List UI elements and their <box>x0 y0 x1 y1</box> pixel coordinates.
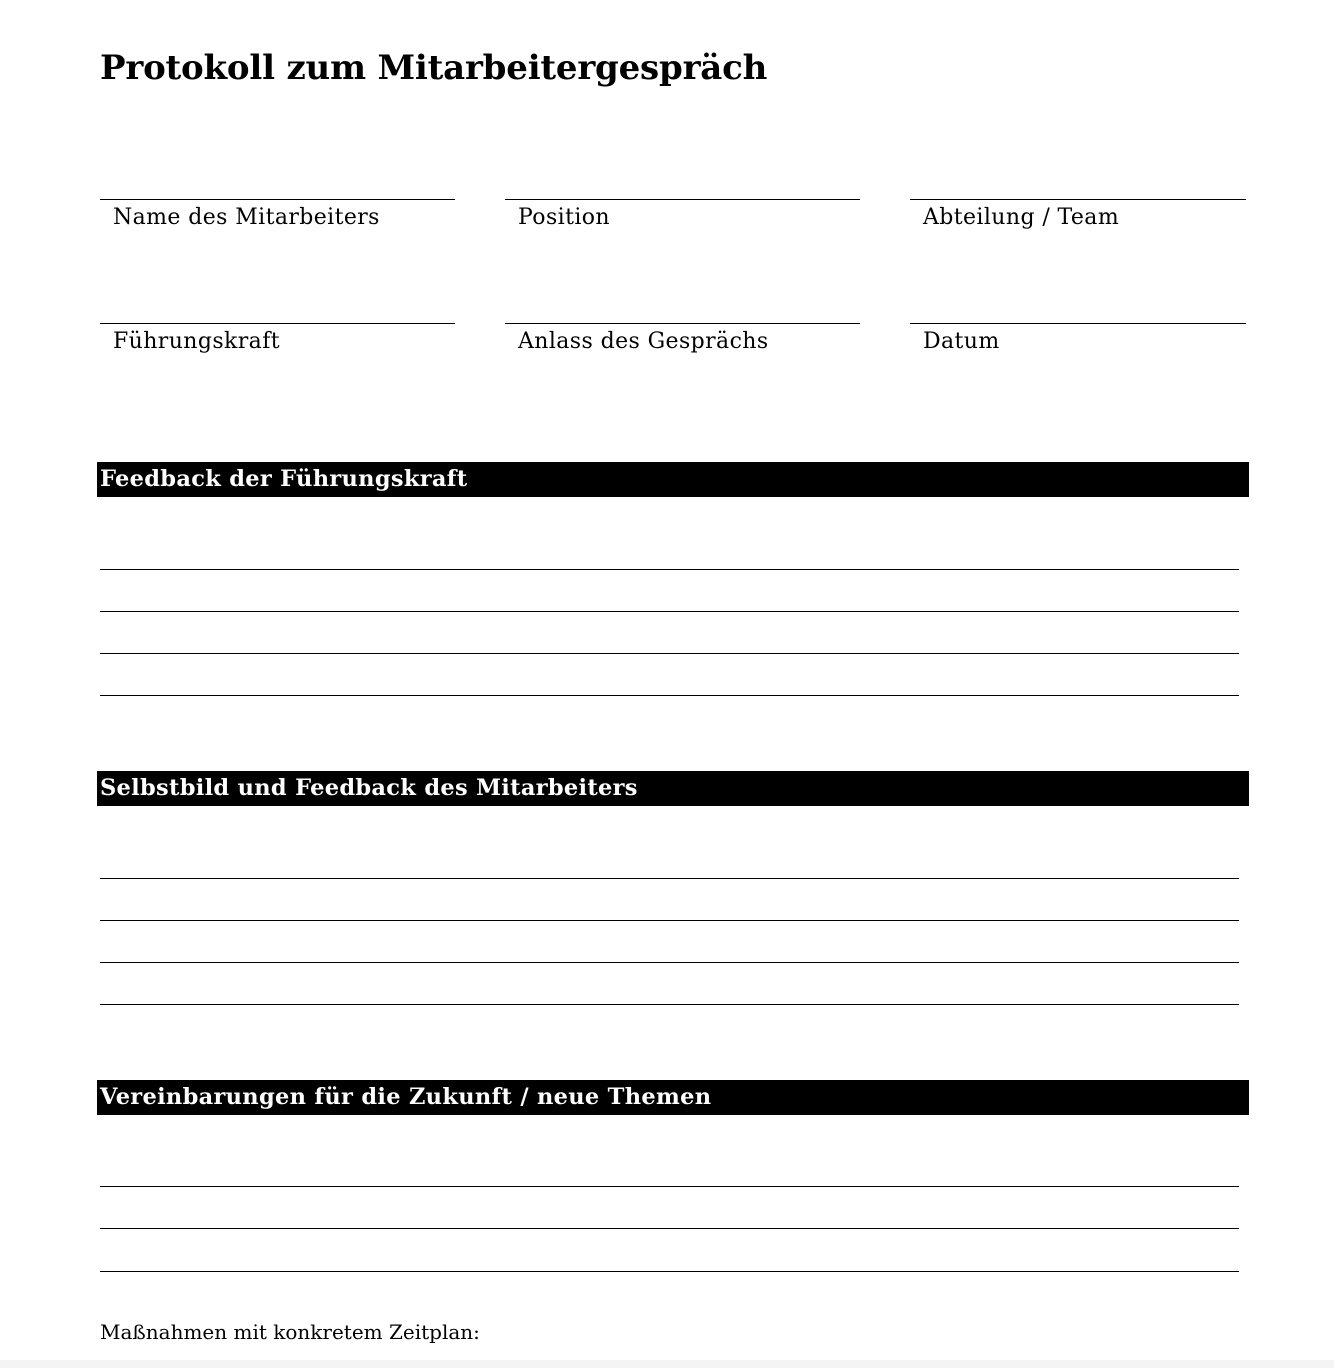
writing-line[interactable] <box>100 1004 1239 1005</box>
date-label: Datum <box>923 329 1000 354</box>
measures-timeline-label: Maßnahmen mit konkretem Zeitplan: <box>100 1320 480 1344</box>
position-label: Position <box>518 205 610 230</box>
writing-line[interactable] <box>100 695 1239 696</box>
document-title: Protokoll zum Mitarbeitergespräch <box>100 48 768 88</box>
section-header-future-agreements <box>97 1080 1249 1115</box>
section-title: Feedback der Führungskraft <box>100 466 468 492</box>
date-field[interactable] <box>910 323 1246 354</box>
writing-line[interactable] <box>100 611 1239 612</box>
section-title: Selbstbild und Feedback des Mitarbeiters <box>100 775 638 801</box>
section-header-self-assessment <box>97 771 1249 806</box>
writing-line[interactable] <box>100 878 1239 879</box>
writing-line[interactable] <box>100 962 1239 963</box>
writing-line[interactable] <box>100 1271 1239 1272</box>
writing-line[interactable] <box>100 569 1239 570</box>
page-bottom-edge <box>0 1360 1334 1368</box>
department-team-label: Abteilung / Team <box>923 205 1120 230</box>
writing-line[interactable] <box>100 920 1239 921</box>
manager-label: Führungskraft <box>113 329 280 354</box>
writing-line[interactable] <box>100 1228 1239 1229</box>
position-field[interactable] <box>505 199 860 230</box>
writing-line[interactable] <box>100 653 1239 654</box>
department-team-field[interactable] <box>910 199 1246 230</box>
occasion-label: Anlass des Gesprächs <box>518 329 769 354</box>
section-title: Vereinbarungen für die Zukunft / neue Themen <box>100 1084 712 1110</box>
writing-line[interactable] <box>100 1186 1239 1187</box>
employee-name-label: Name des Mitarbeiters <box>113 205 380 230</box>
occasion-field[interactable] <box>505 323 860 354</box>
manager-field[interactable] <box>100 323 455 354</box>
employee-name-field[interactable] <box>100 199 455 230</box>
section-header-manager-feedback <box>97 462 1249 497</box>
